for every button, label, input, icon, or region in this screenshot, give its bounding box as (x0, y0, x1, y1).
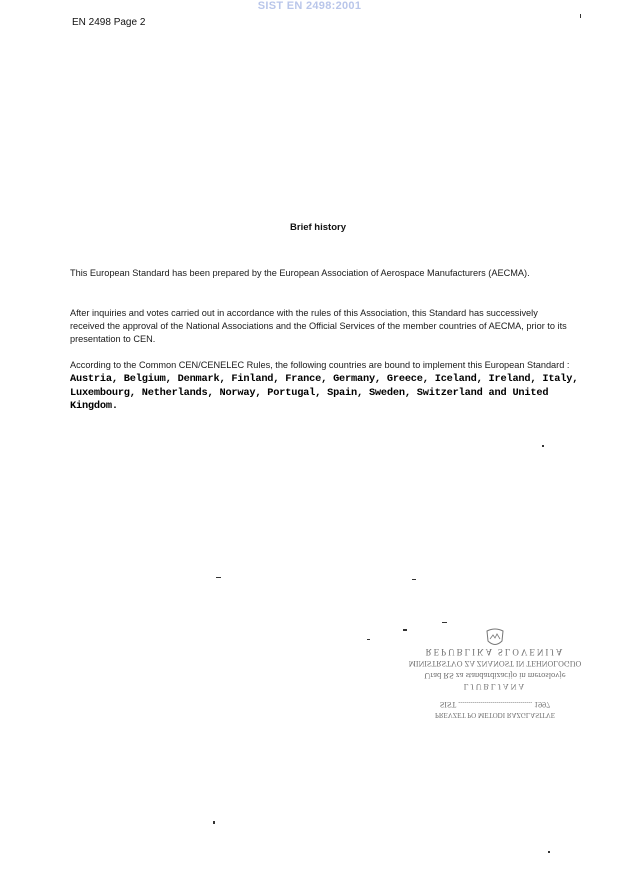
countries-intro: According to the Common CEN/CENELEC Rules, the following countries are bound to implement this European Standard : (70, 360, 570, 370)
scan-speck (580, 14, 581, 18)
scan-speck (216, 577, 221, 578)
scan-speck (213, 821, 215, 824)
scan-speck (548, 851, 550, 853)
stamp-line-2: MINISTRSTVO ZA ZNANOST IN TEHNOLOGIJO (408, 659, 582, 668)
page-header: EN 2498 Page 2 (72, 17, 146, 28)
scan-speck (412, 579, 416, 580)
stamp-line-3: Urad RS za standardizacijo in meroslovje (424, 671, 566, 681)
watermark: SIST EN 2498:2001 (257, 0, 362, 12)
stamp-line-6: PREVZET PO METODI RAZGLASITVE (434, 711, 556, 719)
stamp-line-1: REPUBLIKA SLOVENIJA (425, 647, 565, 657)
paragraph-approval: After inquiries and votes carried out in accordance with the rules of this Association, this Standard has successively received the approval of the National Associations and the Official Services of the member countries of AECMA, prior to its presentation to CEN. (70, 308, 567, 344)
scan-speck (542, 445, 544, 447)
section-title: Brief history (290, 222, 346, 233)
stamp-line-4: LJUBLJANA (463, 682, 527, 691)
official-stamp (395, 625, 595, 725)
paragraph-countries (70, 359, 590, 413)
scan-speck (442, 622, 447, 623)
stamp-line-5: SIST ..................................... 1997 (439, 700, 551, 709)
paragraph-prepared-by: This European Standard has been prepared by the European Association of Aerospace Manufacturers (AECMA). (70, 268, 530, 278)
coat-of-arms-icon (483, 627, 507, 649)
scan-speck (367, 639, 370, 640)
countries-list: Austria, Belgium, Denmark, Finland, France, Germany, Greece, Iceland, Ireland, Italy, Luxembourg, Netherlands, Norway, Portugal, Spain, Sweden, Switzerland and United Kingdom. (70, 372, 579, 413)
